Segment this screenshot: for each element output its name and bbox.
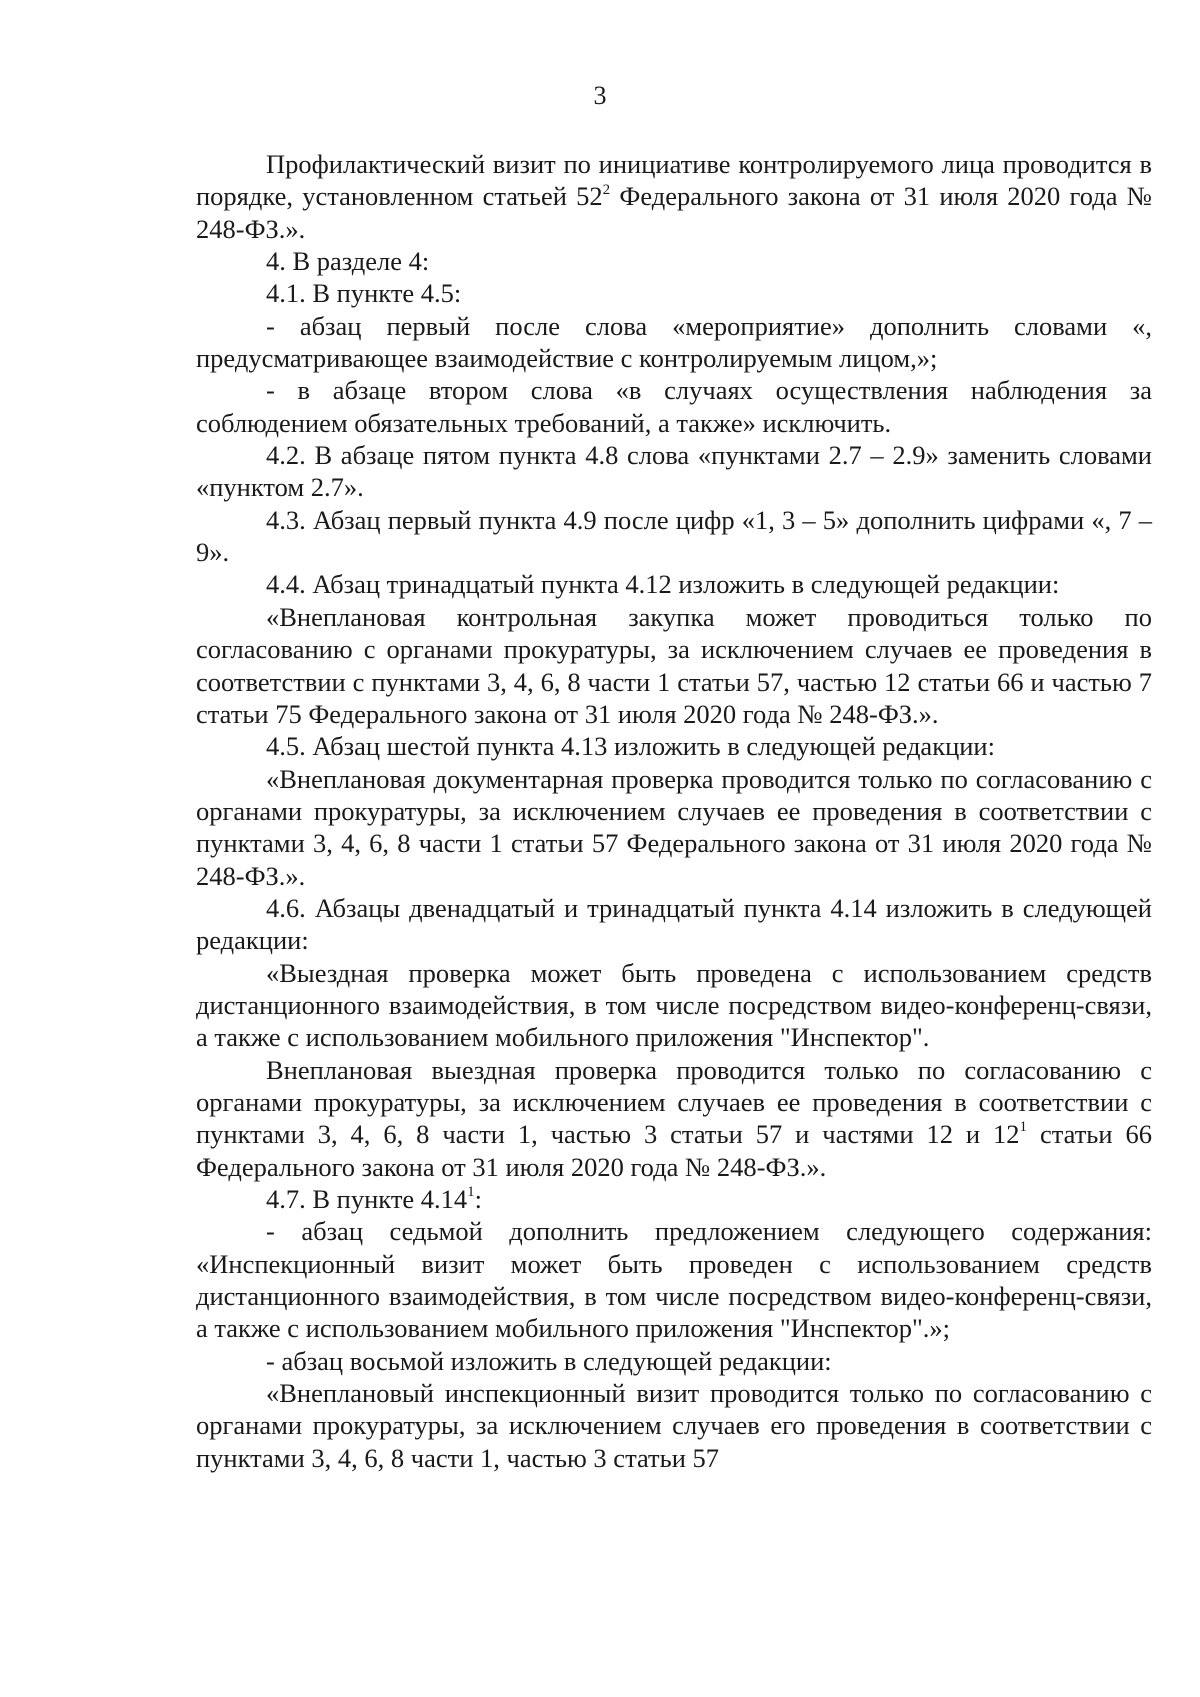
paragraph-4-6: 4.6. Абзацы двенадцатый и тринадцатый пункта 4.14 изложить в следующей редакции: bbox=[196, 892, 1152, 956]
paragraph-4-2: 4.2. В абзаце пятом пункта 4.8 слова «пунктами 2.7 – 2.9» заменить словами «пунктом 2.7». bbox=[196, 440, 1152, 503]
paragraph-4-1-item-1: - абзац первый после слова «мероприятие» дополнить словами «, предусматривающее взаимодействие с контролируемым лицом,»; bbox=[196, 310, 1152, 374]
paragraph-4-7: 4.7. В пункте 4.14$^1$: bbox=[266, 1184, 483, 1214]
paragraph-4-5-quote: «Внеплановая документарная проверка проводится только по согласованию с органами прокуратуры, за исключением случаев ее проведения в соответствии с пунктами 3, 4, 6, 8 части 1 статьи 57 Федерального закона от 31 июля 2020 года № 248-ФЗ.». bbox=[196, 763, 1152, 891]
superscript: 1 bbox=[1019, 1119, 1028, 1136]
paragraph-4-7-item-1: - абзац седьмой дополнить предложением следующего содержания: «Инспекционный визит может быть проведен с использованием средств дистанционного взаимодействия, в том числе посредством видео-конференц-связи, а также с использованием мобильного приложения "Инспектор".»; bbox=[196, 1216, 1152, 1344]
paragraph-4-6-quote-1: «Выездная проверка может быть проведена с использованием средств дистанционного взаимодействия, в том числе посредством видео-конференц-связи, а также с использованием мобильного приложения "Инспектор". bbox=[196, 957, 1152, 1053]
paragraph-4-4: 4.4. Абзац тринадцатый пункта 4.12 изложить в следующей редакции: bbox=[266, 569, 1060, 600]
page-number: 3 bbox=[593, 81, 607, 110]
superscript: 1 bbox=[467, 1184, 475, 1201]
paragraph-4-3: 4.3. Абзац первый пункта 4.9 после цифр «1, 3 – 5» дополнить цифрами «, 7 – 9». bbox=[196, 504, 1152, 568]
paragraph-4-7-quote: «Внеплановый инспекционный визит проводится только по согласованию с органами прокуратуры, за исключением случаев его проведения в соответствии с пунктами 3, 4, 6, 8 части 1, частью 3 статьи 57 bbox=[196, 1378, 1152, 1473]
paragraph-preventive-visit: Профилактический визит по инициативе контролируемого лица проводится в порядке, установленном статьей $52^2$ Федерального закона от 31 июля 2020 года № 248-ФЗ.». bbox=[196, 149, 1152, 244]
paragraph-4-1-item-2: - в абзаце втором слова «в случаях осуществления наблюдения за соблюдением обязательных требований, а также» исключить. bbox=[196, 375, 1152, 438]
paragraph-4-7-item-2: - абзац восьмой изложить в следующей редакции: bbox=[266, 1345, 832, 1376]
superscript: 2 bbox=[602, 181, 611, 198]
paragraph-4-6-quote-2: Внеплановая выездная проверка проводится только по согласованию с органами прокуратуры, за исключением случаев ее проведения в соответствии с пунктами 3, 4, 6, 8 части 1, частью 3 статьи 57 и частями 12 и $12^1$ статьи 66 Федерального закона от 31 июля 2020 года № 248-ФЗ.». bbox=[196, 1054, 1152, 1182]
paragraph-4-5: 4.5. Абзац шестой пункта 4.13 изложить в следующей редакции: bbox=[266, 731, 995, 762]
document-body bbox=[196, 148, 1152, 1474]
paragraph-4-4-quote: «Внеплановая контрольная закупка может проводиться только по согласованию с органами прокуратуры, за исключением случаев ее проведения в соответствии с пунктами 3, 4, 6, 8 части 1 статьи 57, частью 12 статьи 66 и частью 7 статьи 75 Федерального закона от 31 июля 2020 года № 248-ФЗ.». bbox=[196, 601, 1152, 729]
paragraph-4-1: 4.1. В пункте 4.5: bbox=[266, 278, 462, 309]
paragraph-section-4: 4. В разделе 4: bbox=[266, 246, 430, 277]
